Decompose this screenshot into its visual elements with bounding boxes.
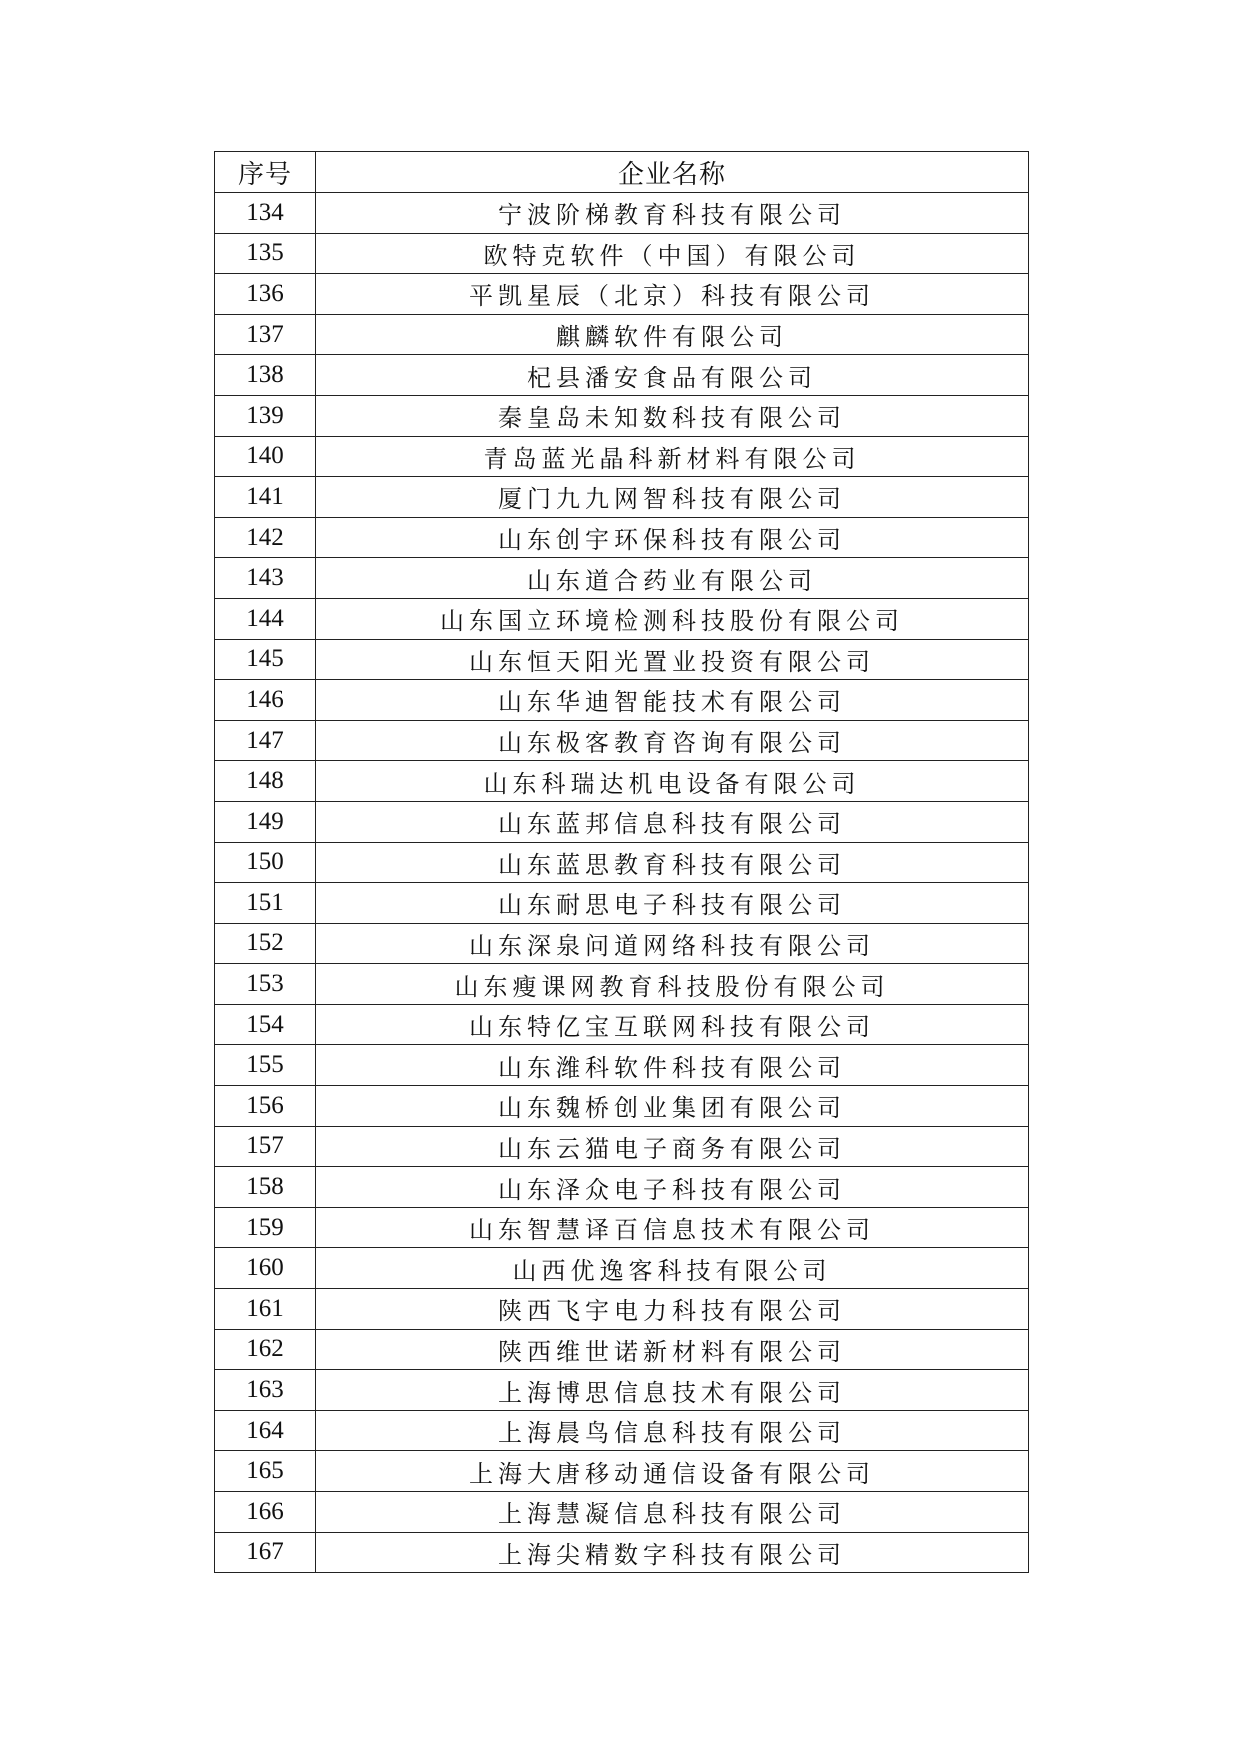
table-row	[215, 274, 1029, 315]
company-name: 麒麟软件有限公司	[316, 314, 1029, 355]
company-name: 上海大唐移动通信设备有限公司	[316, 1451, 1029, 1492]
table-row	[215, 1086, 1029, 1127]
row-index: 153	[215, 964, 316, 1005]
table-row	[215, 1045, 1029, 1086]
row-index: 149	[215, 801, 316, 842]
table-row	[215, 1126, 1029, 1167]
company-name: 山东瘦课网教育科技股份有限公司	[316, 964, 1029, 1005]
row-index: 137	[215, 314, 316, 355]
table-row	[215, 720, 1029, 761]
table-body	[215, 193, 1029, 1573]
header-index: 序号	[215, 152, 316, 193]
table-row	[215, 1329, 1029, 1370]
company-name: 山东特亿宝互联网科技有限公司	[316, 1004, 1029, 1045]
row-index: 165	[215, 1451, 316, 1492]
table-row	[215, 193, 1029, 234]
row-index: 161	[215, 1289, 316, 1330]
row-index: 144	[215, 598, 316, 639]
row-index: 148	[215, 761, 316, 802]
table-row	[215, 883, 1029, 924]
table-row	[215, 598, 1029, 639]
company-name: 陕西飞宇电力科技有限公司	[316, 1289, 1029, 1330]
row-index: 147	[215, 720, 316, 761]
row-index: 135	[215, 233, 316, 274]
row-index: 141	[215, 477, 316, 518]
company-name: 山东恒天阳光置业投资有限公司	[316, 639, 1029, 680]
table-row	[215, 1289, 1029, 1330]
table-header	[215, 152, 1029, 193]
table-row	[215, 1004, 1029, 1045]
company-name: 山东深泉问道网络科技有限公司	[316, 923, 1029, 964]
table-row	[215, 761, 1029, 802]
company-name: 山东蓝邦信息科技有限公司	[316, 801, 1029, 842]
company-name: 厦门九九网智科技有限公司	[316, 477, 1029, 518]
company-name: 山东魏桥创业集团有限公司	[316, 1086, 1029, 1127]
table-row	[215, 1167, 1029, 1208]
company-name: 上海慧凝信息科技有限公司	[316, 1492, 1029, 1533]
table-row	[215, 801, 1029, 842]
company-name: 上海博思信息技术有限公司	[316, 1370, 1029, 1411]
table-row	[215, 436, 1029, 477]
table-row	[215, 1492, 1029, 1533]
row-index: 146	[215, 680, 316, 721]
company-name: 平凯星辰（北京）科技有限公司	[316, 274, 1029, 315]
company-name: 陕西维世诺新材料有限公司	[316, 1329, 1029, 1370]
table-row	[215, 964, 1029, 1005]
row-index: 150	[215, 842, 316, 883]
company-name: 青岛蓝光晶科新材料有限公司	[316, 436, 1029, 477]
table-row	[215, 1207, 1029, 1248]
table-row	[215, 1410, 1029, 1451]
row-index: 140	[215, 436, 316, 477]
table-row	[215, 680, 1029, 721]
row-index: 157	[215, 1126, 316, 1167]
row-index: 134	[215, 193, 316, 234]
table-row	[215, 1532, 1029, 1573]
company-name: 山东极客教育咨询有限公司	[316, 720, 1029, 761]
row-index: 143	[215, 558, 316, 599]
company-name: 山东蓝思教育科技有限公司	[316, 842, 1029, 883]
row-index: 139	[215, 395, 316, 436]
company-name: 山东创宇环保科技有限公司	[316, 517, 1029, 558]
table-row	[215, 233, 1029, 274]
company-name: 山东泽众电子科技有限公司	[316, 1167, 1029, 1208]
row-index: 162	[215, 1329, 316, 1370]
table-row	[215, 1370, 1029, 1411]
table-row	[215, 639, 1029, 680]
company-name: 山东国立环境检测科技股份有限公司	[316, 598, 1029, 639]
company-name: 山西优逸客科技有限公司	[316, 1248, 1029, 1289]
row-index: 159	[215, 1207, 316, 1248]
company-list-table	[214, 151, 1029, 1573]
row-index: 145	[215, 639, 316, 680]
row-index: 154	[215, 1004, 316, 1045]
header-company-name: 企业名称	[316, 152, 1029, 193]
company-name: 上海晨鸟信息科技有限公司	[316, 1410, 1029, 1451]
table-row	[215, 477, 1029, 518]
row-index: 164	[215, 1410, 316, 1451]
company-name: 上海尖精数字科技有限公司	[316, 1532, 1029, 1573]
company-name: 欧特克软件（中国）有限公司	[316, 233, 1029, 274]
row-index: 163	[215, 1370, 316, 1411]
company-name: 山东华迪智能技术有限公司	[316, 680, 1029, 721]
row-index: 142	[215, 517, 316, 558]
table-row	[215, 558, 1029, 599]
table-row	[215, 314, 1029, 355]
header-row	[215, 152, 1029, 193]
row-index: 166	[215, 1492, 316, 1533]
company-name: 山东智慧译百信息技术有限公司	[316, 1207, 1029, 1248]
company-name: 山东耐思电子科技有限公司	[316, 883, 1029, 924]
row-index: 158	[215, 1167, 316, 1208]
row-index: 136	[215, 274, 316, 315]
table-row	[215, 923, 1029, 964]
company-name: 秦皇岛未知数科技有限公司	[316, 395, 1029, 436]
company-name: 山东云猫电子商务有限公司	[316, 1126, 1029, 1167]
table-row	[215, 355, 1029, 396]
table-row	[215, 842, 1029, 883]
row-index: 152	[215, 923, 316, 964]
row-index: 167	[215, 1532, 316, 1573]
company-name: 宁波阶梯教育科技有限公司	[316, 193, 1029, 234]
table-row	[215, 1451, 1029, 1492]
row-index: 156	[215, 1086, 316, 1127]
row-index: 138	[215, 355, 316, 396]
table-row	[215, 1248, 1029, 1289]
company-name: 山东科瑞达机电设备有限公司	[316, 761, 1029, 802]
table-row	[215, 395, 1029, 436]
row-index: 160	[215, 1248, 316, 1289]
company-name: 山东潍科软件科技有限公司	[316, 1045, 1029, 1086]
table-row	[215, 517, 1029, 558]
company-name: 山东道合药业有限公司	[316, 558, 1029, 599]
row-index: 155	[215, 1045, 316, 1086]
company-name: 杞县潘安食品有限公司	[316, 355, 1029, 396]
row-index: 151	[215, 883, 316, 924]
